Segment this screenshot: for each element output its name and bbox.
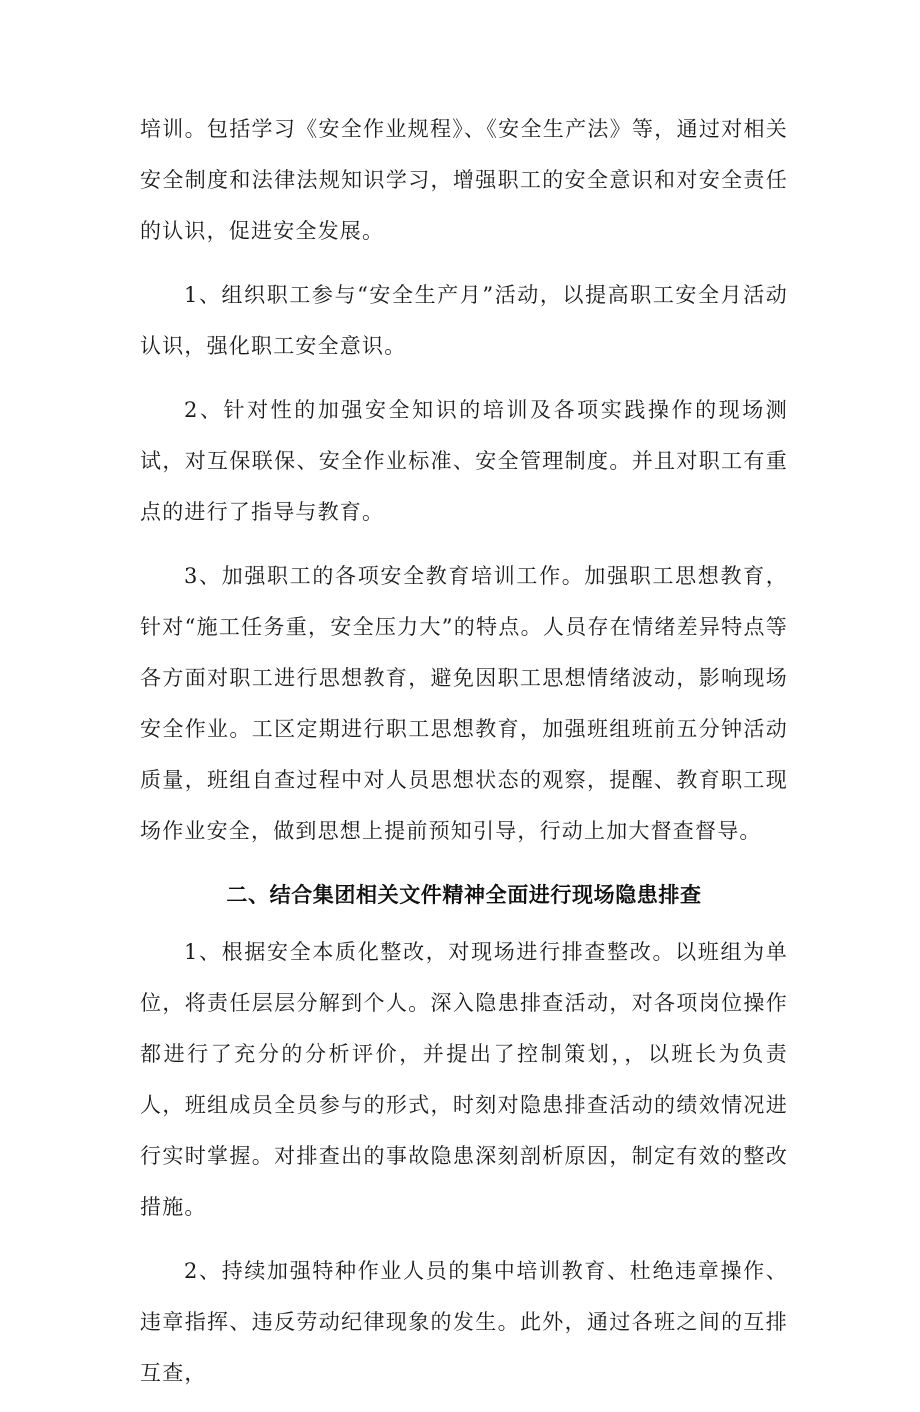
paragraph-item-2: 2、针对性的加强安全知识的培训及各项实践操作的现场测试，对互保联保、安全作业标准、安全管理制度。并且对职工有重点的进行了指导与教育。 [140,398,788,524]
paragraph-section2-item-1: 1、根据安全本质化整改，对现场进行排查整改。以班组为单位，将责任层层分解到个人。深入隐患排查活动，对各项岗位操作都进行了充分的分析评价，并提出了控制策划，，以班长为负责人，班组成员全员参与的形式，时刻对隐患排查活动的绩效情况进行实时掌握。对排查出的事故隐患深刻剖析原因，制定有效的整改措施。 [140,940,788,1219]
paragraph-item-1: 1、组织职工参与“安全生产月”活动，以提高职工安全月活动认识，强化职工安全意识。 [140,283,788,358]
paragraph-item-3: 3、加强职工的各项安全教育培训工作。加强职工思想教育，针对“施工任务重，安全压力大”的特点。人员存在情绪差异特点等各方面对职工进行思想教育，避免因职工思想情绪波动，影响现场安全作业。工区定期进行职工思想教育，加强班组班前五分钟活动质量，班组自查过程中对人员思想状态的观察，提醒、教育职工现场作业安全，做到思想上提前预知引导，行动上加大督查督导。 [140,564,788,843]
document-body [140,104,788,1412]
section-heading: 二、结合集团相关文件精神全面进行现场隐患排查 [226,883,702,907]
paragraph-continuation: 培训。包括学习《安全作业规程》、《安全生产法》等，通过对相关安全制度和法律法规知识学习，增强职工的安全意识和对安全责任的认识，促进安全发展。 [140,117,788,243]
paragraph-section2-item-2: 2、持续加强特种作业人员的集中培训教育、杜绝违章操作、违章指挥、违反劳动纪律现象的发生。此外，通过各班之间的互排互查， [140,1259,788,1385]
